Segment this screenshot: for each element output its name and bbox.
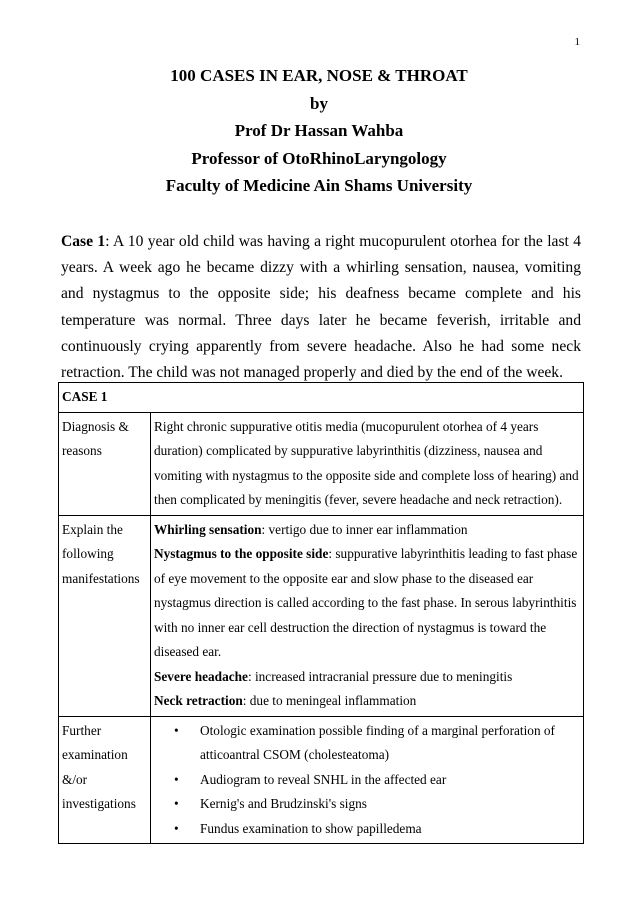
case-label: Case 1 bbox=[61, 233, 106, 250]
further-label: Further examination &/or investigations bbox=[59, 716, 151, 844]
table-header: CASE 1 bbox=[59, 383, 584, 413]
page-number: 1 bbox=[574, 36, 580, 48]
title-block bbox=[0, 62, 638, 200]
list-item bbox=[154, 817, 580, 842]
diagnosis-text: Right chronic suppurative otitis media (mucopurulent otorhea of 4 years duration) complicated by suppurative labyrinthitis (dizziness, nausea and vomiting with nystagmus to the opposite side and complete loss of hearing) and then complicated by meningitis (fever, severe headache and neck retraction). bbox=[151, 412, 584, 515]
case-description bbox=[61, 229, 581, 386]
author-position: Professor of OtoRhinoLaryngology bbox=[191, 148, 447, 168]
case-table bbox=[58, 382, 584, 844]
bullet-icon: • bbox=[174, 722, 179, 738]
headache-text: : increased intracranial pressure due to meningitis bbox=[247, 668, 513, 684]
list-item bbox=[154, 719, 580, 768]
whirling-term: Whirling sensation bbox=[154, 521, 262, 537]
list-item-text: Audiogram to reveal SNHL in the affected ear bbox=[200, 771, 447, 787]
explain-content bbox=[151, 515, 584, 716]
nystagmus-term: Nystagmus to the opposite side bbox=[154, 546, 329, 561]
nystagmus-text: : suppurative labyrinthitis leading to fast phase of eye movement to the opposite ear and slow phase to the diseased ear nystagmus direction is called according to the fast phase. In serous labyrinthitis with no inner ear cell destruction the direction of nystagmus is toward the diseased ear. bbox=[154, 546, 578, 659]
bullet-icon: • bbox=[174, 771, 179, 787]
title-by: by bbox=[310, 93, 328, 113]
list-item-text: Fundus examination to show papilledema bbox=[200, 820, 422, 836]
author-name: Prof Dr Hassan Wahba bbox=[234, 121, 404, 140]
list-item bbox=[154, 768, 580, 793]
headache-item bbox=[154, 665, 580, 690]
list-item-text: Kernig's and Brudzinski's signs bbox=[200, 796, 367, 811]
bullet-icon: • bbox=[174, 796, 179, 811]
bullet-icon: • bbox=[174, 820, 179, 836]
further-content bbox=[151, 716, 584, 844]
list-item bbox=[154, 792, 580, 817]
author-affiliation: Faculty of Medicine Ain Shams University bbox=[165, 176, 473, 195]
explain-label: Explain the following manifestations bbox=[59, 515, 151, 716]
table-row bbox=[59, 716, 584, 844]
whirling-item bbox=[154, 518, 580, 543]
nystagmus-item bbox=[154, 542, 580, 665]
list-item-text: Otologic examination possible finding of a marginal perforation of atticoantral CSOM (cholesteatoma) bbox=[200, 722, 555, 762]
whirling-text: : vertigo due to inner ear inflammation bbox=[261, 521, 468, 537]
neck-text: : due to meningeal inflammation bbox=[242, 693, 417, 708]
diagnosis-label: Diagnosis & reasons bbox=[59, 412, 151, 515]
case-text: : A 10 year old child was having a right mucopurulent otorhea for the last 4 years. A week ago he became dizzy with a whirling sensation, nausea, vomiting and nystagmus to the opposite side; his deafness became complete and his temperature was normal. Three days later he became feverish, irritable and continuously crying apparently from severe headache. Also he had some neck retraction. The child was not managed properly and died by the end of the week. bbox=[61, 233, 581, 382]
book-title: 100 CASES IN EAR, NOSE & THROAT bbox=[170, 66, 468, 85]
table-header-row bbox=[59, 383, 584, 413]
table-row bbox=[59, 515, 584, 716]
neck-term: Neck retraction bbox=[154, 693, 243, 708]
headache-term: Severe headache bbox=[154, 668, 248, 684]
investigations-list bbox=[154, 719, 580, 842]
table-row bbox=[59, 412, 584, 515]
neck-item bbox=[154, 689, 580, 714]
